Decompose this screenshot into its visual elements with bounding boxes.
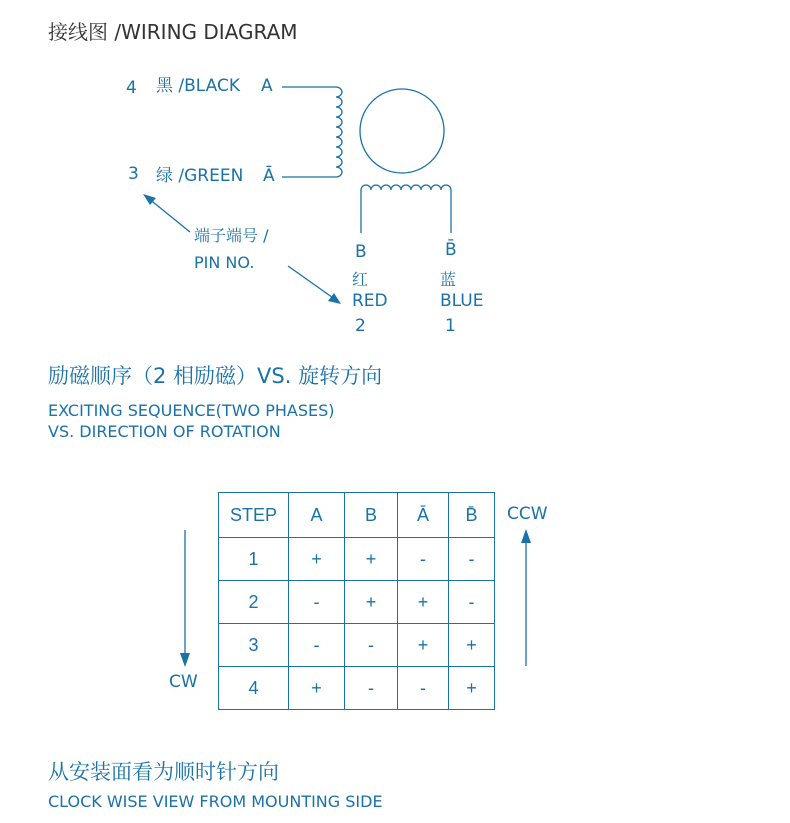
polarity-cell: + (449, 624, 495, 667)
cw-arrow-head (180, 653, 190, 667)
terminal-a-bar-label: Ā (263, 166, 275, 186)
pin-2-label: 2 (355, 316, 366, 336)
step-cell: 1 (219, 538, 289, 581)
step-cell: 4 (219, 667, 289, 710)
header-b: B (345, 493, 398, 538)
polarity-cell: - (289, 581, 345, 624)
pin-arrow-down-head (328, 293, 341, 304)
pin-4-label: 4 (126, 78, 137, 98)
header-b-bar: B̄ (449, 493, 495, 538)
terminal-b-bar-label: B̄ (445, 240, 457, 260)
terminal-b-label: B (355, 242, 367, 262)
table-row (219, 538, 495, 581)
polarity-cell: - (289, 624, 345, 667)
polarity-cell: - (398, 538, 449, 581)
pin-note-line1: 端子端号 / (194, 226, 269, 245)
step-cell: 2 (219, 581, 289, 624)
pin-arrow-down (288, 266, 336, 300)
sequence-title-en-2: VS. DIRECTION OF ROTATION (48, 422, 281, 441)
red-cn-label: 红 (352, 270, 369, 289)
step-cell: 3 (219, 624, 289, 667)
coil-b-winding (361, 185, 451, 195)
polarity-cell: + (289, 667, 345, 710)
ccw-arrow-head (521, 529, 531, 543)
polarity-cell: - (449, 538, 495, 581)
sequence-title-cn: 励磁顺序（2 相励磁）VS. 旋转方向 (48, 364, 383, 388)
table-row (219, 581, 495, 624)
pin-arrow-up (148, 198, 190, 232)
step-table (218, 492, 495, 710)
footer-title-cn: 从安装面看为顺时针方向 (48, 760, 279, 784)
table-row (219, 624, 495, 667)
header-step: STEP (219, 493, 289, 538)
cw-label: CW (169, 672, 198, 692)
red-en-label: RED (352, 291, 388, 311)
table-row (219, 667, 495, 710)
footer-title-en: CLOCK WISE VIEW FROM MOUNTING SIDE (48, 792, 383, 811)
pin-3-label: 3 (128, 164, 139, 184)
black-wire-label: 黑 /BLACK (156, 76, 241, 96)
polarity-cell: + (449, 667, 495, 710)
blue-en-label: BLUE (440, 291, 484, 311)
polarity-cell: - (398, 667, 449, 710)
polarity-cell: + (289, 538, 345, 581)
header-a-bar: Ā (398, 493, 449, 538)
polarity-cell: + (345, 581, 398, 624)
blue-cn-label: 蓝 (440, 270, 457, 289)
ccw-label: CCW (507, 504, 548, 524)
coil-a-winding (336, 87, 342, 177)
green-wire-label: 绿 /GREEN (156, 166, 244, 186)
page-title: 接线图 /WIRING DIAGRAM (48, 20, 298, 44)
header-a: A (289, 493, 345, 538)
rotor-circle (360, 89, 444, 173)
polarity-cell: + (398, 581, 449, 624)
pin-1-label: 1 (445, 316, 456, 336)
polarity-cell: + (345, 538, 398, 581)
polarity-cell: - (449, 581, 495, 624)
polarity-cell: + (398, 624, 449, 667)
polarity-cell: - (345, 667, 398, 710)
pin-note-line2: PIN NO. (194, 253, 255, 272)
table-header-row (219, 493, 495, 538)
terminal-a-label: A (261, 76, 273, 96)
polarity-cell: - (345, 624, 398, 667)
sequence-title-en-1: EXCITING SEQUENCE(TWO PHASES) (48, 401, 335, 420)
